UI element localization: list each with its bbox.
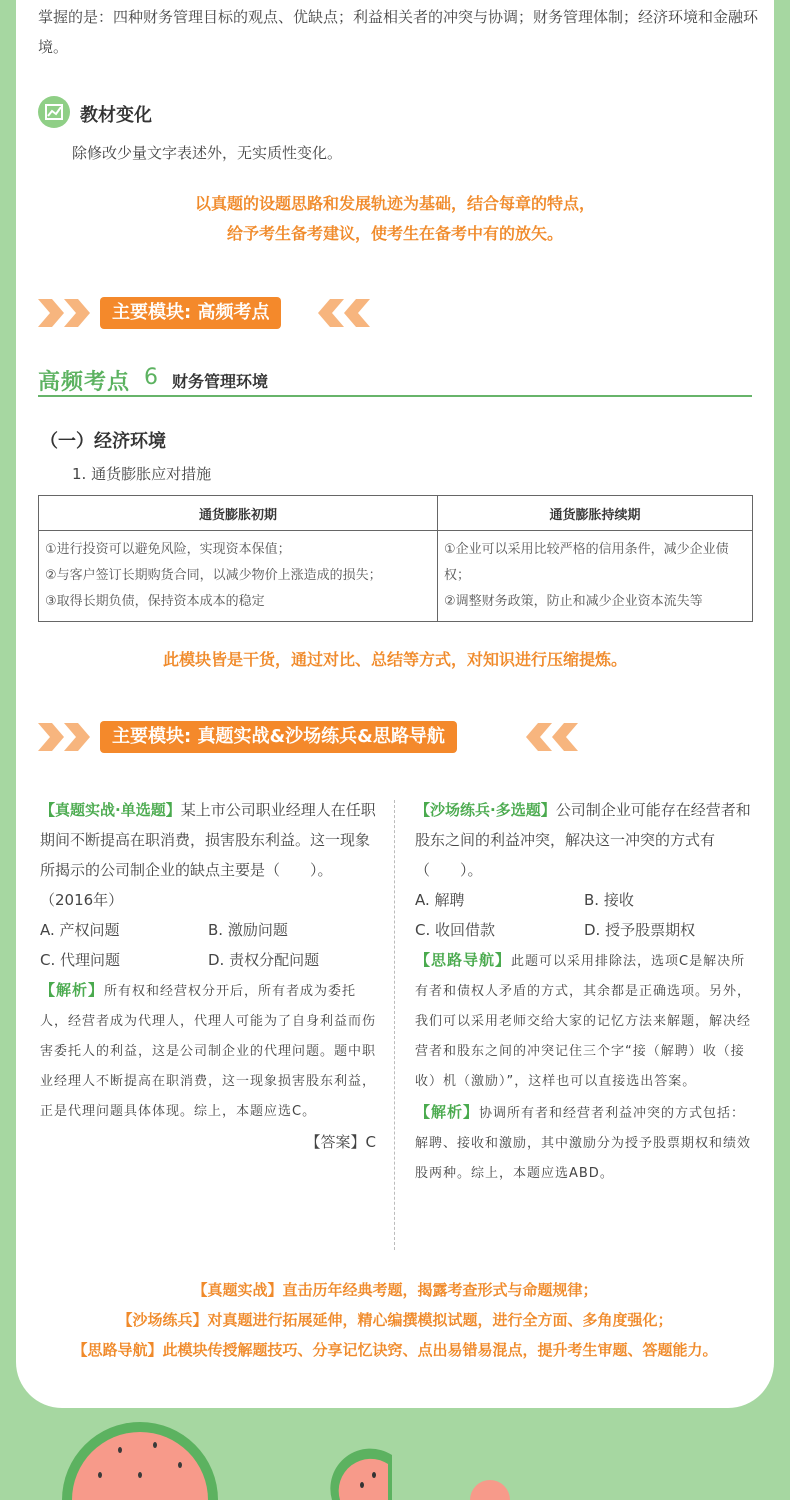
table-header: 通货膨胀持续期 <box>438 496 753 531</box>
table-cell <box>39 531 438 622</box>
chevron-left-icon <box>524 721 580 753</box>
option: B. 激励问题 <box>208 921 288 939</box>
question-text: 某上市公司职业经理人在任职期间不断提高在职消费，损害股东利益。这一现象所揭示的公司制企业的缺点主要是（ ）。（2016年） <box>40 801 376 909</box>
note-line: 【沙场练兵】对真题进行拓展延伸，精心编撰模拟试题，进行全方面、多角度强化； <box>117 1311 673 1329</box>
module-banner <box>38 297 378 331</box>
question-text: 公司制企业可能存在经营者和股东之间的利益冲突，解决这一冲突的方式有（ ）。 <box>415 801 751 879</box>
chevron-right-icon <box>38 297 94 329</box>
analysis <box>40 975 376 1127</box>
exam-question <box>40 795 376 1157</box>
chevron-left-icon <box>316 297 372 329</box>
chart-icon <box>38 96 70 128</box>
answer-tag: 【答案】 <box>305 1133 366 1151</box>
cell-line: ②调整财务政策，防止和减少企业资本流失等 <box>444 594 703 609</box>
banner-label: 主要模块: 高频考点 <box>100 297 281 329</box>
keypoint-prefix: 高频考点 <box>38 370 131 395</box>
note-text: 此模块皆是干货，通过对比、总结等方式，对知识进行压缩提炼。 <box>162 650 627 669</box>
note-text <box>40 189 750 249</box>
option: A. 解聘 <box>415 891 465 909</box>
cell-line: ①企业可以采用比较严格的信用条件，减少企业债权； <box>444 542 729 583</box>
note-line: 【真题实战】直击历年经典考题，揭露考查形式与命题规律； <box>192 1281 598 1299</box>
subsection-sub: 1. 通货膨胀应对措施 <box>72 465 212 483</box>
note-line: 以真题的设题思路和发展轨迹为基础，结合每章的特点， <box>194 194 595 213</box>
option: C. 收回借款 <box>415 921 496 939</box>
inflation-table <box>38 495 753 622</box>
question-tag: 【沙场练兵·多选题】 <box>415 801 556 819</box>
answer <box>40 1127 376 1157</box>
option: D. 授予股票期权 <box>584 921 696 939</box>
keypoint-number: 6 <box>144 365 158 390</box>
analysis-text: 所有权和经营权分开后，所有者成为委托人，经营者成为代理人，代理人可能为了自身利益而伤害委托人的利益，这是公司制企业的代理问题。题中职业经理人不断提高在职消费，这一现象损害股东利益，正是代理问题具体体现。综上，本题应选C。 <box>40 984 377 1119</box>
option: A. 产权问题 <box>40 921 120 939</box>
watermelon-icon <box>60 1420 220 1500</box>
table-cell <box>438 531 753 622</box>
section-title: 教材变化 <box>80 105 152 126</box>
options-row <box>40 945 376 975</box>
answer-value: C <box>365 1133 376 1151</box>
note-line: 给予考生备考建议，使考生在备考中有的放矢。 <box>226 224 563 243</box>
analysis-text: 协调所有者和经营者利益冲突的方式包括：解聘、接收和激励，其中激励分为授予股票期权和绩效股两种。综上，本题应选ABD。 <box>415 1106 752 1181</box>
watermelon-slice-icon <box>322 1430 402 1500</box>
banner-label: 主要模块: 真题实战&沙场练兵&思路导航 <box>100 721 457 753</box>
section-body: 除修改少量文字表述外，无实质性变化。 <box>72 144 343 162</box>
subsection-heading: （一）经济环境 <box>40 431 166 452</box>
question-tag: 【真题实战·单选题】 <box>40 801 181 819</box>
guide-tag: 【思路导航】 <box>415 951 512 969</box>
guide <box>415 945 753 1097</box>
analysis <box>415 1097 753 1189</box>
watermelon-slice-icon <box>470 1480 510 1500</box>
column-divider <box>394 800 395 1250</box>
options-row <box>415 885 753 915</box>
analysis-tag: 【解析】 <box>415 1103 480 1121</box>
note-line: 【思路导航】此模块传授解题技巧、分享记忆诀窍、点出易错易混点，提升考生审题、答题能力。 <box>72 1341 718 1359</box>
cell-line: ①进行投资可以避免风险，实现资本保值； <box>45 542 291 557</box>
cell-line: ③取得长期负债，保持资本成本的稳定 <box>45 594 265 609</box>
table-row <box>39 531 753 622</box>
bottom-notes <box>30 1275 760 1365</box>
guide-text: 此题可以采用排除法，选项C是解决所有者和债权人矛盾的方式，其余都是正确选项。另外，我们可以采用老师交给大家的记忆方法来解题，解决经营者和股东之间的冲突记住三个字“接（解聘）收（接收）机（激励）”，这样也可以直接选出答案。 <box>415 954 752 1089</box>
module-banner <box>38 721 598 755</box>
options-row <box>40 915 376 945</box>
intro-paragraph: 掌握的是：四种财务管理目标的观点、优缺点；利益相关者的冲突与协调；财务管理体制；经济环境和金融环境。 <box>38 8 759 56</box>
question-stem <box>40 795 376 915</box>
option: B. 接收 <box>584 891 634 909</box>
practice-question <box>415 795 753 1189</box>
chevron-right-icon <box>38 721 94 753</box>
cell-line: ②与客户签订长期购货合同，以减少物价上涨造成的损失； <box>45 568 382 583</box>
options-row <box>415 915 753 945</box>
table-header: 通货膨胀初期 <box>39 496 438 531</box>
option: C. 代理问题 <box>40 951 121 969</box>
option: D. 责权分配问题 <box>208 951 320 969</box>
question-stem <box>415 795 753 885</box>
analysis-tag: 【解析】 <box>40 981 105 999</box>
keypoint-title: 财务管理环境 <box>172 372 269 391</box>
keypoint-header <box>38 365 752 397</box>
